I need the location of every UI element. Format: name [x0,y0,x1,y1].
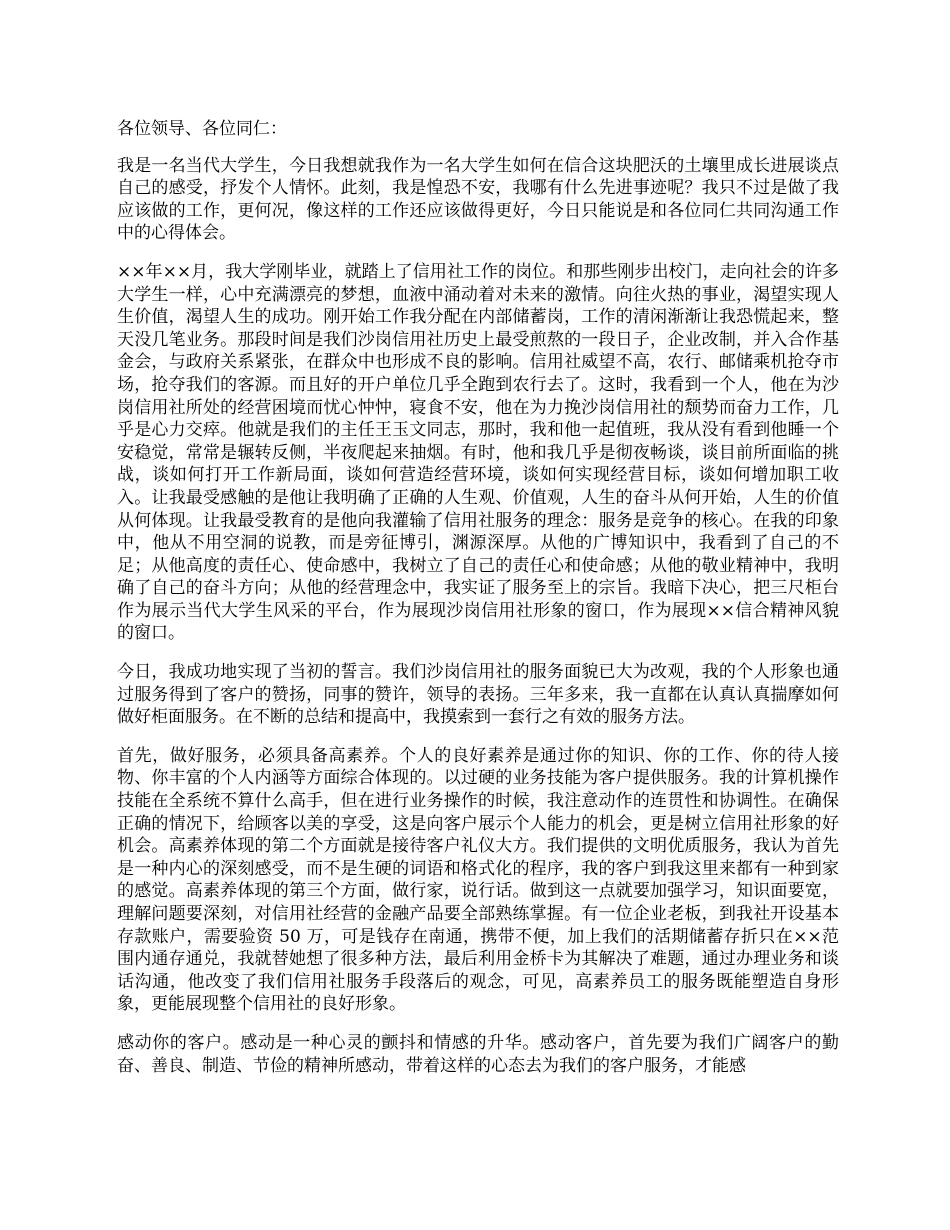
paragraph-touch-customers: 感动你的客户。感动是一种心灵的颤抖和情感的升华。感动客户，首先要为我们广阔客户的勤奋、善良、制造、节俭的精神所感动，带着这样的心态去为我们的客户服务，才能感 [117,1032,839,1076]
paragraph-career-start: ××年××月，我大学刚毕业，就踏上了信用社工作的岗位。和那些刚步出校门，走向社会的许多大学生一样，心中充满漂亮的梦想，血液中涌动着对未来的激情。向往火热的事业，渴望实现人生价值，渴望人生的成功。刚开始工作我分配在内部储蓄岗，工作的清闲渐渐让我恐慌起来，整天没几笔业务。那段时间是我们沙岗信用社历史上最受煎熬的一段日子，企业改制，并入合作基金会，与政府关系紧张，在群众中也形成不良的影响。信用社威望不高，农行、邮储乘机抢夺市场，抢夺我们的客源。而且好的开户单位几乎全跑到农行去了。这时，我看到一个人，他在为沙岗信用社所处的经营困境而忧心忡忡，寝食不安，他在为力挽沙岗信用社的颓势而奋力工作，几乎是心力交瘁。他就是我们的主任王玉文同志，那时，我和他一起值班，我从没有看到他睡一个安稳觉，常常是辗转反侧，半夜爬起来抽烟。有时，他和我几乎是彻夜畅谈，谈目前所面临的挑战，谈如何打开工作新局面，谈如何营造经营环境，谈如何实现经营目标，谈如何增加职工收入。让我最受感触的是他让我明确了正确的人生观、价值观，人生的奋斗从何开始，人生的价值从何体现。让我最受教育的是他向我灌输了信用社服务的理念：服务是竞争的核心。在我的印象中，他从不用空洞的说教，而是旁征博引，渊源深厚。从他的广博知识中，我看到了自己的不足；从他高度的责任心、使命感中，我树立了自己的责任心和使命感；从他的敬业精神中，我明确了自己的奋斗方向；从他的经营理念中，我实证了服务至上的宗旨。我暗下决心，把三尺柜台作为展示当代大学生风采的平台，作为展现沙岗信用社形象的窗口，作为展现××信合精神风貌的窗口。 [117,261,839,644]
document-page [117,118,839,1093]
paragraph-achievement: 今日，我成功地实现了当初的誓言。我们沙岗信用社的服务面貌已大为改观，我的个人形象也通过服务得到了客户的赞扬，同事的赞许，领导的表扬。三年多来，我一直都在认真认真揣摩如何做好柜面服务。在不断的总结和提高中，我摸索到一套行之有效的服务方法。 [117,662,839,728]
paragraph-intro: 我是一名当代大学生，今日我想就我作为一名大学生如何在信合这块肥沃的土壤里成长进展谈点自己的感受，抒发个人情怀。此刻，我是惶恐不安，我哪有什么先进事迹呢？我只不过是做了我应该做的工作，更何况，像这样的工作还应该做得更好，今日只能说是和各位同仁共同沟通工作中的心得体会。 [117,155,839,244]
greeting: 各位领导、各位同仁： [117,119,287,139]
paragraph-high-quality: 首先，做好服务，必须具备高素养。个人的良好素养是通过你的知识、你的工作、你的待人接物、你丰富的个人内涵等方面综合体现的。以过硬的业务技能为客户提供服务。我的计算机操作技能在全系统不算什么高手，但在进行业务操作的时候，我注意动作的连贯性和协调性。在确保正确的情况下，给顾客以美的享受，这是向客户展示个人能力的机会，更是树立信用社形象的好机会。高素养体现的第二个方面就是接待客户礼仪大方。我们提供的文明优质服务，我认为首先是一种内心的深刻感受，而不是生硬的词语和格式化的程序，我的客户到我这里来都有一种到家的感觉。高素养体现的第三个方面，做行家，说行话。做到这一点就要加强学习，知识面要宽，理解问题要深刻，对信用社经营的金融产品要全部熟练掌握。有一位企业老板，到我社开设基本存款账户，需要验资 50 万，可是钱存在南通，携带不便，加上我们的活期储蓄存折只在××范围内通存通兑，我就替她想了很多种方法，最后利用金桥卡为其解决了难题，通过办理业务和谈话沟通，他改变了我们信用社服务手段落后的观念，可见，高素养员工的服务既能塑造自身形象，更能展现整个信用社的良好形象。 [117,745,839,1015]
